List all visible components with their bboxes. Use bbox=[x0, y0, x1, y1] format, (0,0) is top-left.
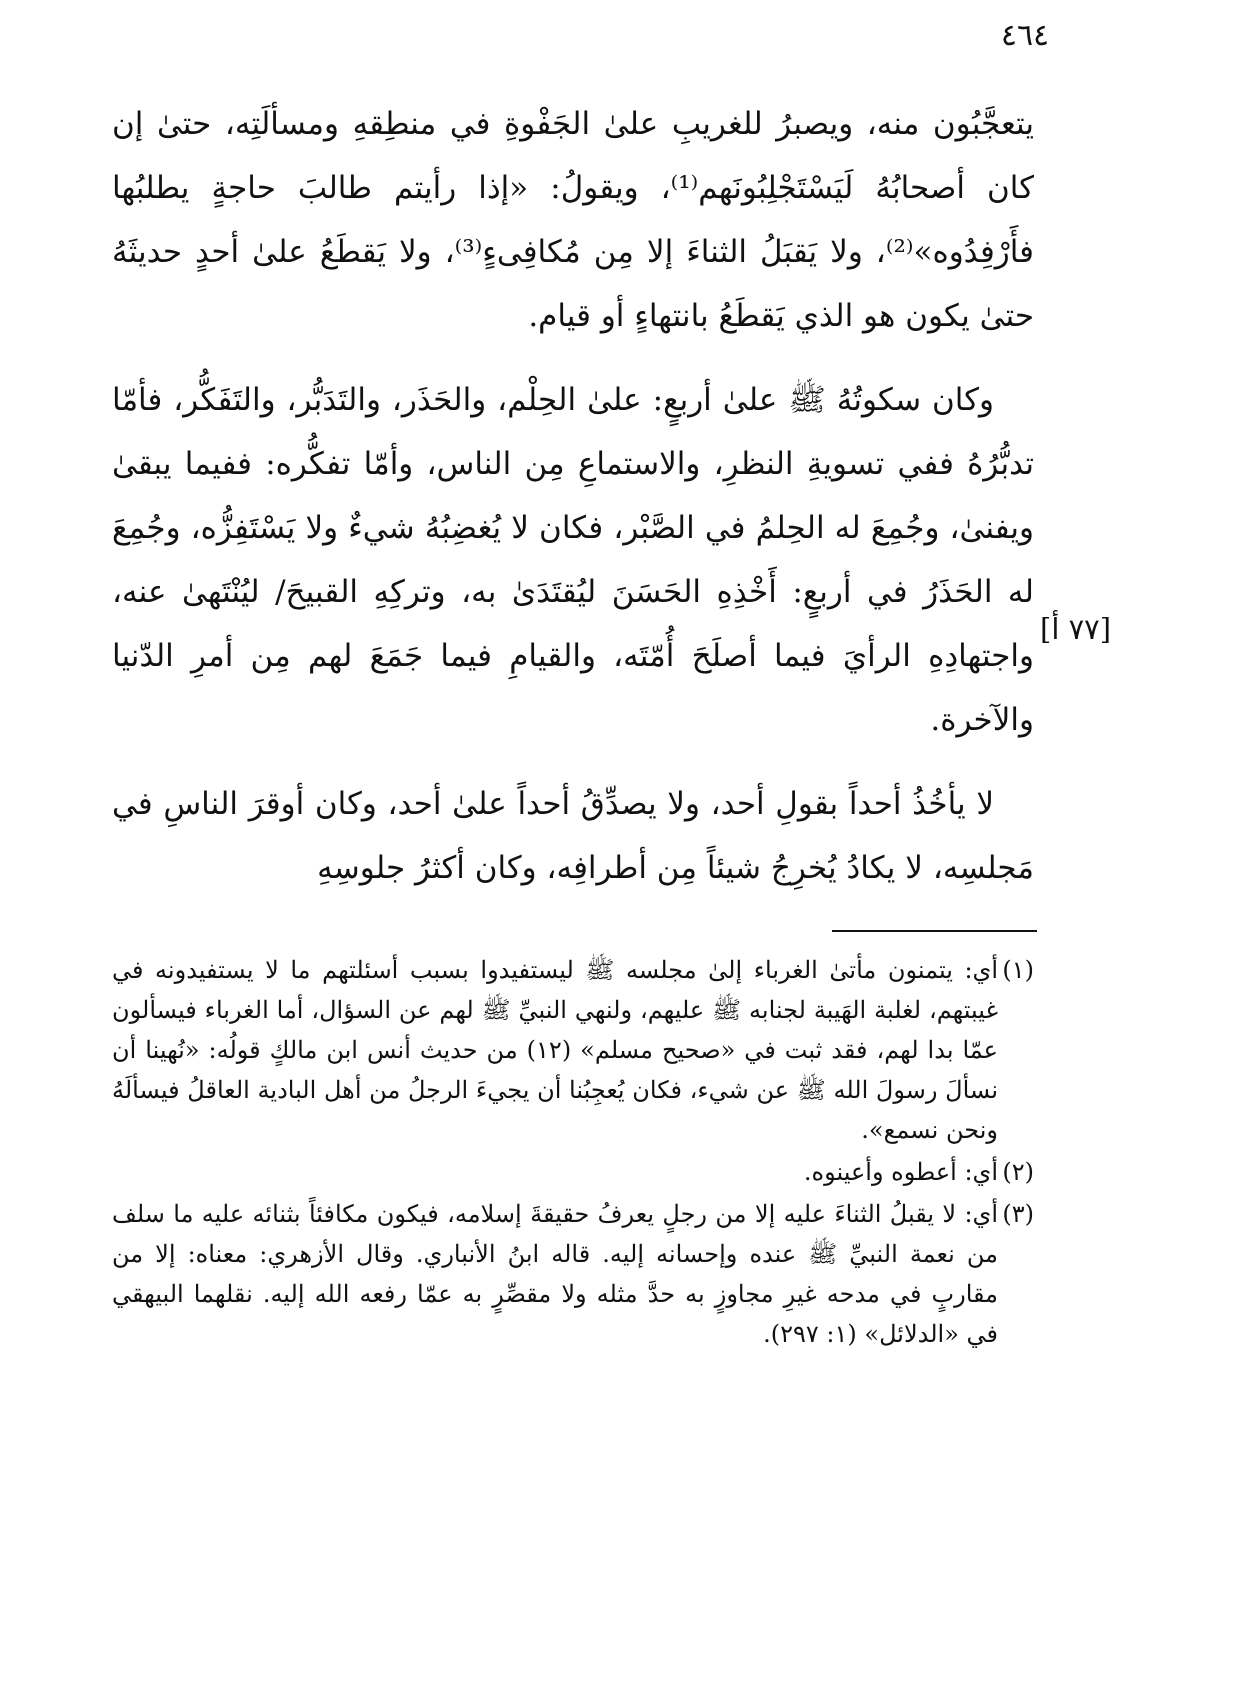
footnote-number: (٣) bbox=[1002, 1200, 1034, 1228]
footnote-divider bbox=[832, 930, 1037, 932]
paragraph: وكان سكوتُهُ ﷺ علىٰ أربعٍ: علىٰ الحِلْم، والحَذَر، والتَدَبُّر، والتَفَكُّر، فأمّا تدبُّرُهُ ففي تسويةِ النظرِ، والاستماعِ مِن الناس، وأمّا تفكُّره: ففيما يبقىٰ ويفنىٰ، وجُمِعَ له الحِلمُ في الصَّبْر، فكان لا يُغضِبُهُ شيءٌ ولا يَسْتَفِزُّه، وجُمِعَ له الحَذَرُ في أربعٍ: أَخْذِهِ الحَسَنَ ليُقتَدَىٰ به، وتركِهِ القبيحَ/ ليُنْتَهىٰ عنه، واجتهادِهِ الرأيَ فيما أصلَحَ أُمّتَه، والقيامِ فيما جَمَعَ لهم مِن أمرِ الدّنيا والآخرة. bbox=[112, 382, 1034, 738]
footnote-text: أي: يتمنون مأتىٰ الغرباء إلىٰ مجلسه ﷺ ليستفيدوا بسبب أسئلتهم ما لا يستفيدونه في غيبتهم، لغلبة الهَيبة لجنابه ﷺ عليهم، ولنهي النبيِّ ﷺ لهم عن السؤال، أما الغرباء فيسألون عمّا بدا لهم، فقد ثبت في «صحيح مسلم» (١٢) من حديث أنس ابن مالكٍ قولُه: «نُهينا أن نسألَ رسولَ الله ﷺ عن شيء، فكان يُعجِبُنا أن يجيءَ الرجلُ من أهل البادية العاقلُ فيسألَهُ ونحن نسمع». bbox=[112, 956, 998, 1144]
footnote-text: أي: لا يقبلُ الثناءَ عليه إلا من رجلٍ يعرفُ حقيقةَ إسلامه، فيكون مكافئاً بثنائه عليه ما سلف من نعمة النبيِّ ﷺ عنده وإحسانه إليه. قاله ابنُ الأنباري. وقال الأزهري: معناه: إلا من مقاربٍ في مدحه غيرِ مجاوزٍ به حدَّ مثله ولا مقصِّرٍ به عمّا رفعه الله إليه. نقلهما البيهقي في «الدلائل» (١: ٢٩٧). bbox=[112, 1200, 998, 1348]
footnote bbox=[112, 1152, 1034, 1192]
footnote bbox=[112, 1194, 1034, 1354]
paragraph: يتعجَّبُون منه، ويصبرُ للغريبِ علىٰ الجَفْوةِ في منطِقهِ ومسألَتِه، حتىٰ إن كان أصحابُهُ لَيَسْتَجْلِبُونَهم⁽¹⁾، ويقولُ: «إذا رأيتم طالبَ حاجةٍ يطلبُها فأَرْفِدُوه»⁽²⁾، ولا يَقبَلُ الثناءَ إلا مِن مُكافِىءٍ⁽³⁾، ولا يَقطَعُ علىٰ أحدٍ حديثَهُ حتىٰ يكون هو الذي يَقطَعُ بانتهاءٍ أو قيام. bbox=[112, 106, 1034, 334]
paragraph: لا يأخُذُ أحداً بقولِ أحد، ولا يصدِّقُ أحداً علىٰ أحد، وكان أوقرَ الناسِ في مَجلسِه، لا يكادُ يُخرِجُ شيئاً مِن أطرافِه، وكان أكثرُ جلوسِهِ bbox=[112, 786, 1034, 886]
footnotes bbox=[112, 950, 1034, 1356]
footnote-number: (٢) bbox=[1002, 1158, 1034, 1186]
footnote-text: أي: أعطوه وأعينوه. bbox=[803, 1158, 998, 1186]
manuscript-folio-reference: [٧٧ أ] bbox=[1040, 612, 1112, 646]
main-text bbox=[112, 92, 1034, 920]
page-number: ٤٦٤ bbox=[1000, 18, 1050, 53]
footnote bbox=[112, 950, 1034, 1150]
footnote-number: (١) bbox=[1002, 956, 1034, 984]
